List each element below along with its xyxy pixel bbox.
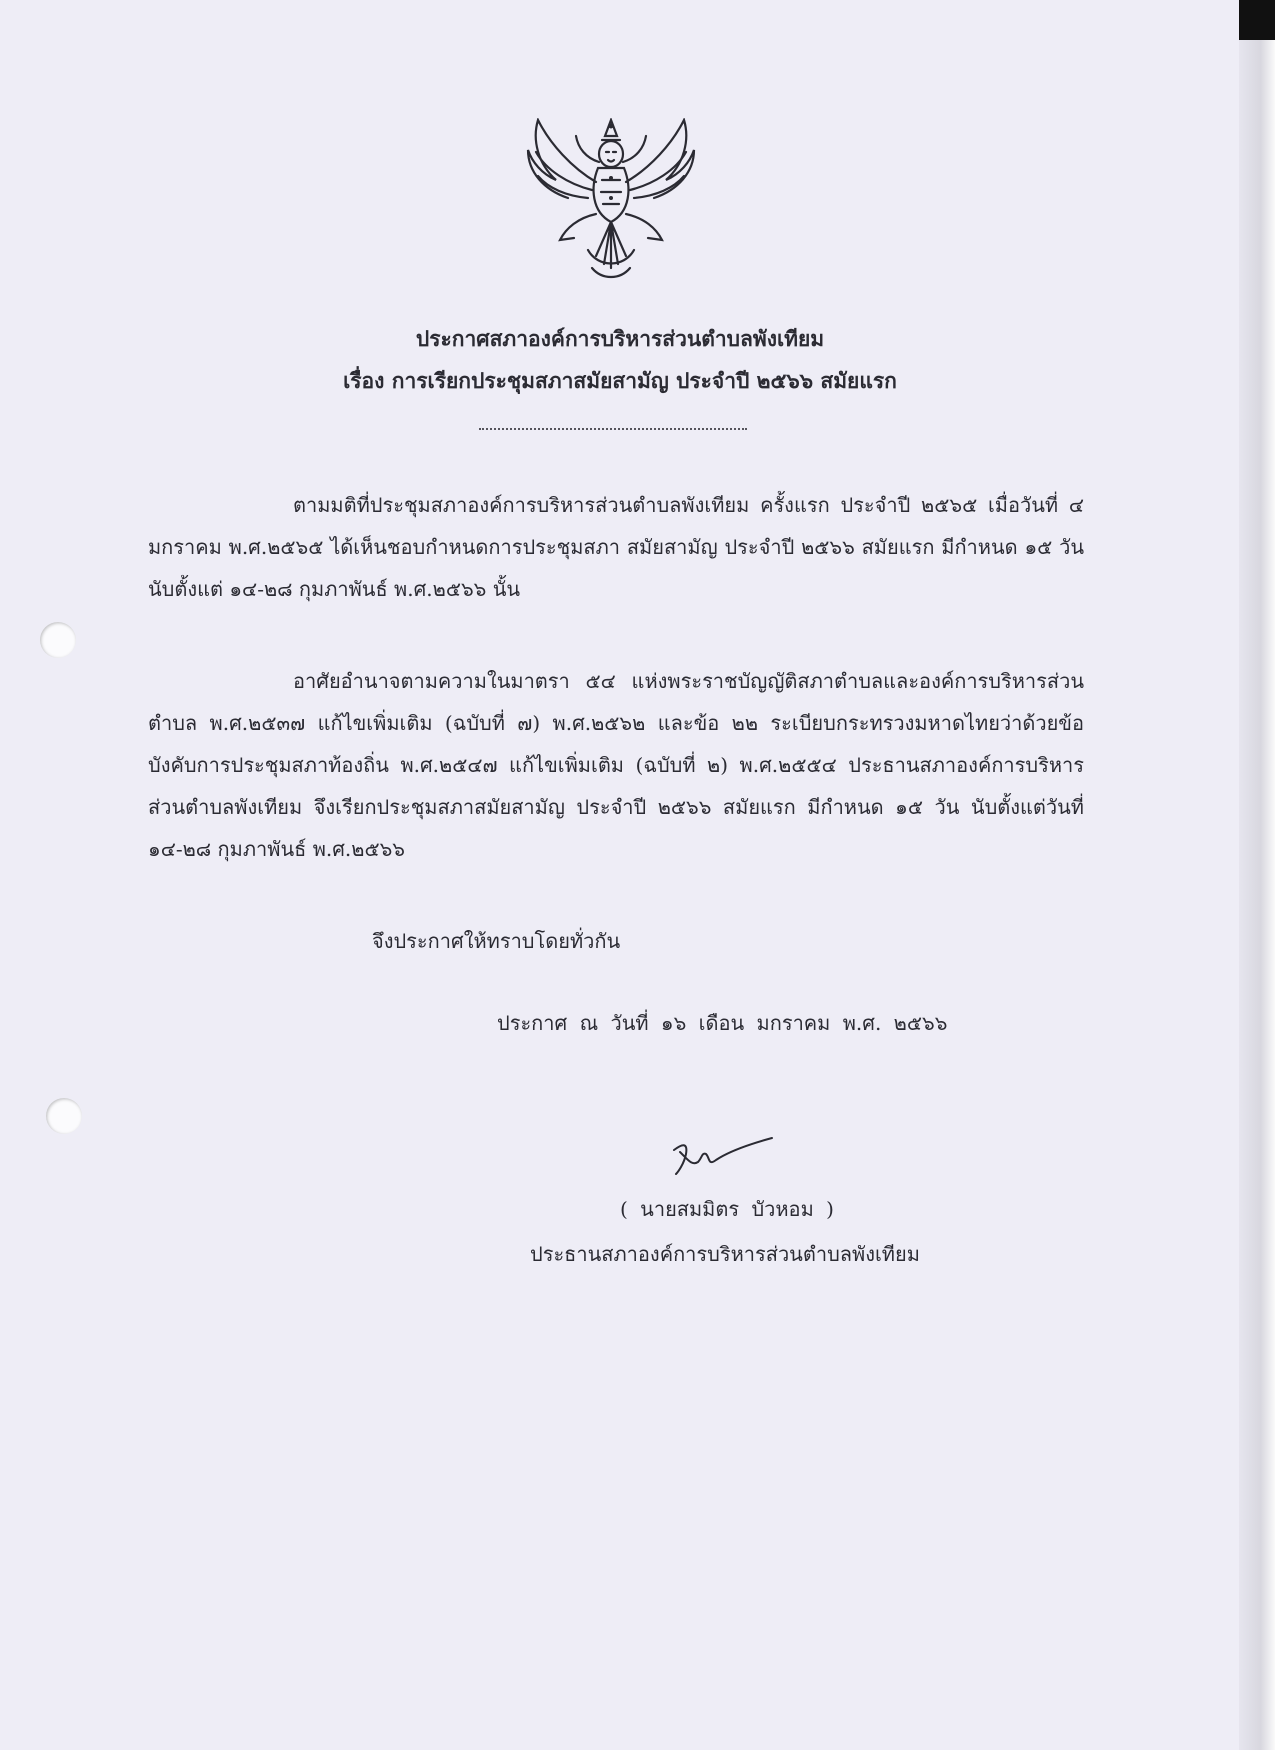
signatory-name: ( นายสมมิตร บัวหอม ): [620, 1197, 834, 1221]
scan-edge: [1239, 0, 1275, 1750]
document-title: ประกาศสภาองค์การบริหารส่วนตำบลพังเทียม: [415, 326, 825, 351]
document-header: [0, 318, 1240, 402]
handwritten-signature: [666, 1130, 776, 1180]
punch-hole-top: [40, 622, 76, 658]
title-divider: [479, 428, 747, 430]
garuda-emblem-icon: [526, 118, 696, 282]
punch-hole-bottom: [46, 1098, 82, 1134]
signatory-position: ประธานสภาองค์การบริหารส่วนตำบลพังเทียม: [530, 1242, 920, 1266]
document-subject: เรื่อง การเรียกประชุมสภาสมัยสามัญ ประจำปี ๒๕๖๖ สมัยแรก: [343, 368, 897, 393]
announcement-date: ประกาศ ณ วันที่ ๑๖ เดือน มกราคม พ.ศ. ๒๕๖๖: [497, 1011, 948, 1035]
closing-statement: จึงประกาศให้ทราบโดยทั่วกัน: [372, 929, 621, 953]
body-paragraph-1: ตามมติที่ประชุมสภาองค์การบริหารส่วนตำบลพังเทียม ครั้งแรก ประจำปี ๒๕๖๕ เมื่อวันที่ ๔ มกราคม พ.ศ.๒๕๖๕ ได้เห็นชอบกำหนดการประชุมสภา สมัยสามัญ ประจำปี ๒๕๖๖ สมัยแรก มีกำหนด ๑๕ วัน นับตั้งแต่ ๑๔-๒๘ กุมภาพันธ์ พ.ศ.๒๕๖๖ นั้น: [148, 493, 1084, 601]
scan-corner: [1239, 0, 1275, 40]
body-paragraph-2: อาศัยอำนาจตามความในมาตรา ๕๔ แห่งพระราชบัญญัติสภาตำบลและองค์การบริหารส่วนตำบล พ.ศ.๒๕๓๗ แก้ไขเพิ่มเติม (ฉบับที่ ๗) พ.ศ.๒๕๖๒ และข้อ ๒๒ ระเบียบกระทรวงมหาดไทยว่าด้วยข้อบังคับการประชุมสภาท้องถิ่น พ.ศ.๒๕๔๗ แก้ไขเพิ่มเติม (ฉบับที่ ๒) พ.ศ.๒๕๕๔ ประธานสภาองค์การบริหารส่วนตำบลพังเทียม จึงเรียกประชุมสภาสมัยสามัญ ประจำปี ๒๕๖๖ สมัยแรก มีกำหนด ๑๕ วัน นับตั้งแต่วันที่ ๑๔-๒๘ กุมภาพันธ์ พ.ศ.๒๕๖๖: [148, 669, 1084, 861]
